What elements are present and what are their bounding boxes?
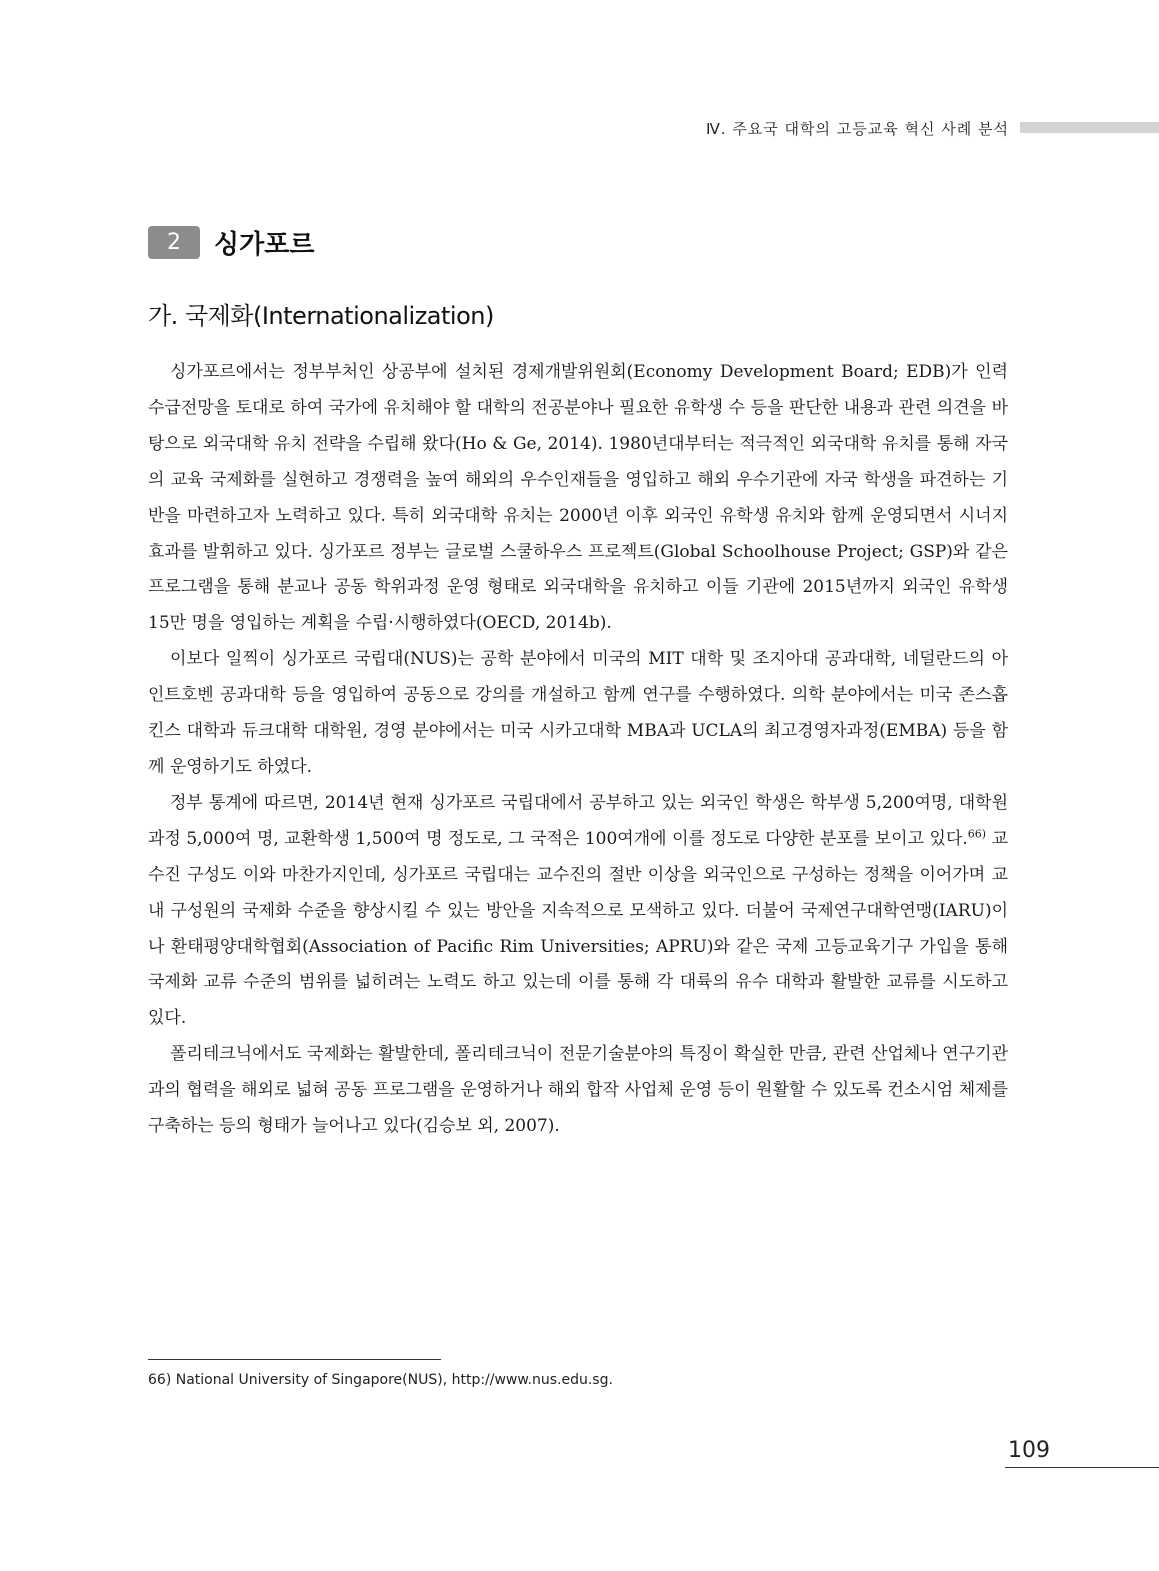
section-title: 싱가포르	[214, 230, 315, 260]
paragraph-text: 정부 통계에 따르면, 2014년 현재 싱가포르 국립대에서 공부하고 있는 외국인 학생은 학부생 5,200여명, 대학원 과정 5,000여 명, 교환학생 1,500여 명 정도로, 그 국적은 100여개에 이를 정도로 다양한 분포를 보이고 있다.	[148, 792, 1008, 849]
paragraph-text: 교수진 구성도 이와 마찬가지인데, 싱가포르 국립대는 교수진의 절반 이상을 외국인으로 구성하는 정책을 이어가며 교내 구성원의 국제화 수준을 향상시킬 수 있는 방안을 지속적으로 모색하고 있다. 더불어 국제연구대학연맹(IARU)이나 환태평양대학협회(Association of Pacific Rim Universities; APRU)와 같은 국제 고등교육기구 가입을 통해 국제화 교류 수준의 범위를 넓히려는 노력도 하고 있는데 이를 통해 각 대륙의 유수 대학과 활발한 교류를 시도하고 있다.	[148, 828, 1008, 1029]
section-number-badge: 2	[148, 226, 200, 259]
paragraph: 이보다 일찍이 싱가포르 국립대(NUS)는 공학 분야에서 미국의 MIT 대학 및 조지아대 공과대학, 네덜란드의 아인트호벤 공과대학 등을 영입하여 공동으로 강의를 개설하고 함께 연구를 수행하였다. 의학 분야에서는 미국 존스홉킨스 대학과 듀크대학 대학원, 경영 분야에서는 미국 시카고대학 MBA과 UCLA의 최고경영자과정(EMBA) 등을 함께 운영하기도 하였다.	[148, 649, 1008, 777]
running-header: Ⅳ. 주요국 대학의 고등교육 혁신 사례 분석	[705, 120, 1009, 138]
page-number-rule	[1005, 1467, 1159, 1468]
header-decorative-bar	[1020, 122, 1159, 133]
paragraph: 폴리테크닉에서도 국제화는 활발한데, 폴리테크닉이 전문기술분야의 특징이 확실한 만큼, 관련 산업체나 연구기관과의 협력을 해외로 넓혀 공동 프로그램을 운영하거나 해외 합작 사업체 운영 등이 원활할 수 있도록 컨소시엄 체제를 구축하는 등의 형태가 늘어나고 있다(김승보 외, 2007).	[148, 1044, 1008, 1137]
body-text	[148, 355, 1008, 1145]
footnote-divider	[148, 1359, 441, 1360]
paragraph	[148, 786, 1008, 1037]
footnote-reference: 66)	[967, 827, 987, 841]
subsection-title: 가. 국제화(Internationalization)	[148, 302, 494, 330]
section-heading	[148, 224, 314, 261]
page-number: 109	[1008, 1438, 1050, 1463]
paragraph: 싱가포르에서는 정부부처인 상공부에 설치된 경제개발위원회(Economy Development Board; EDB)가 인력수급전망을 토대로 하여 국가에 유치해야 할 대학의 전공분야나 필요한 유학생 수 등을 판단한 내용과 관련 의견을 바탕으로 외국대학 유치 전략을 수립해 왔다(Ho & Ge, 2014). 1980년대부터는 적극적인 외국대학 유치를 통해 자국의 교육 국제화를 실현하고 경쟁력을 높여 해외의 우수인재들을 영입하고 해외 우수기관에 자국 학생을 파견하는 기반을 마련하고자 노력하고 있다. 특히 외국대학 유치는 2000년 이후 외국인 유학생 유치와 함께 운영되면서 시너지 효과를 발휘하고 있다. 싱가포르 정부는 글로벌 스쿨하우스 프로젝트(Global Schoolhouse Project; GSP)와 같은 프로그램을 통해 분교나 공동 학위과정 운영 형태로 외국대학을 유치하고 이들 기관에 2015년까지 외국인 유학생 15만 명을 영입하는 계획을 수립·시행하였다(OECD, 2014b).	[148, 362, 1008, 634]
footnote: 66) National University of Singapore(NUS), http://www.nus.edu.sg.	[148, 1372, 613, 1388]
